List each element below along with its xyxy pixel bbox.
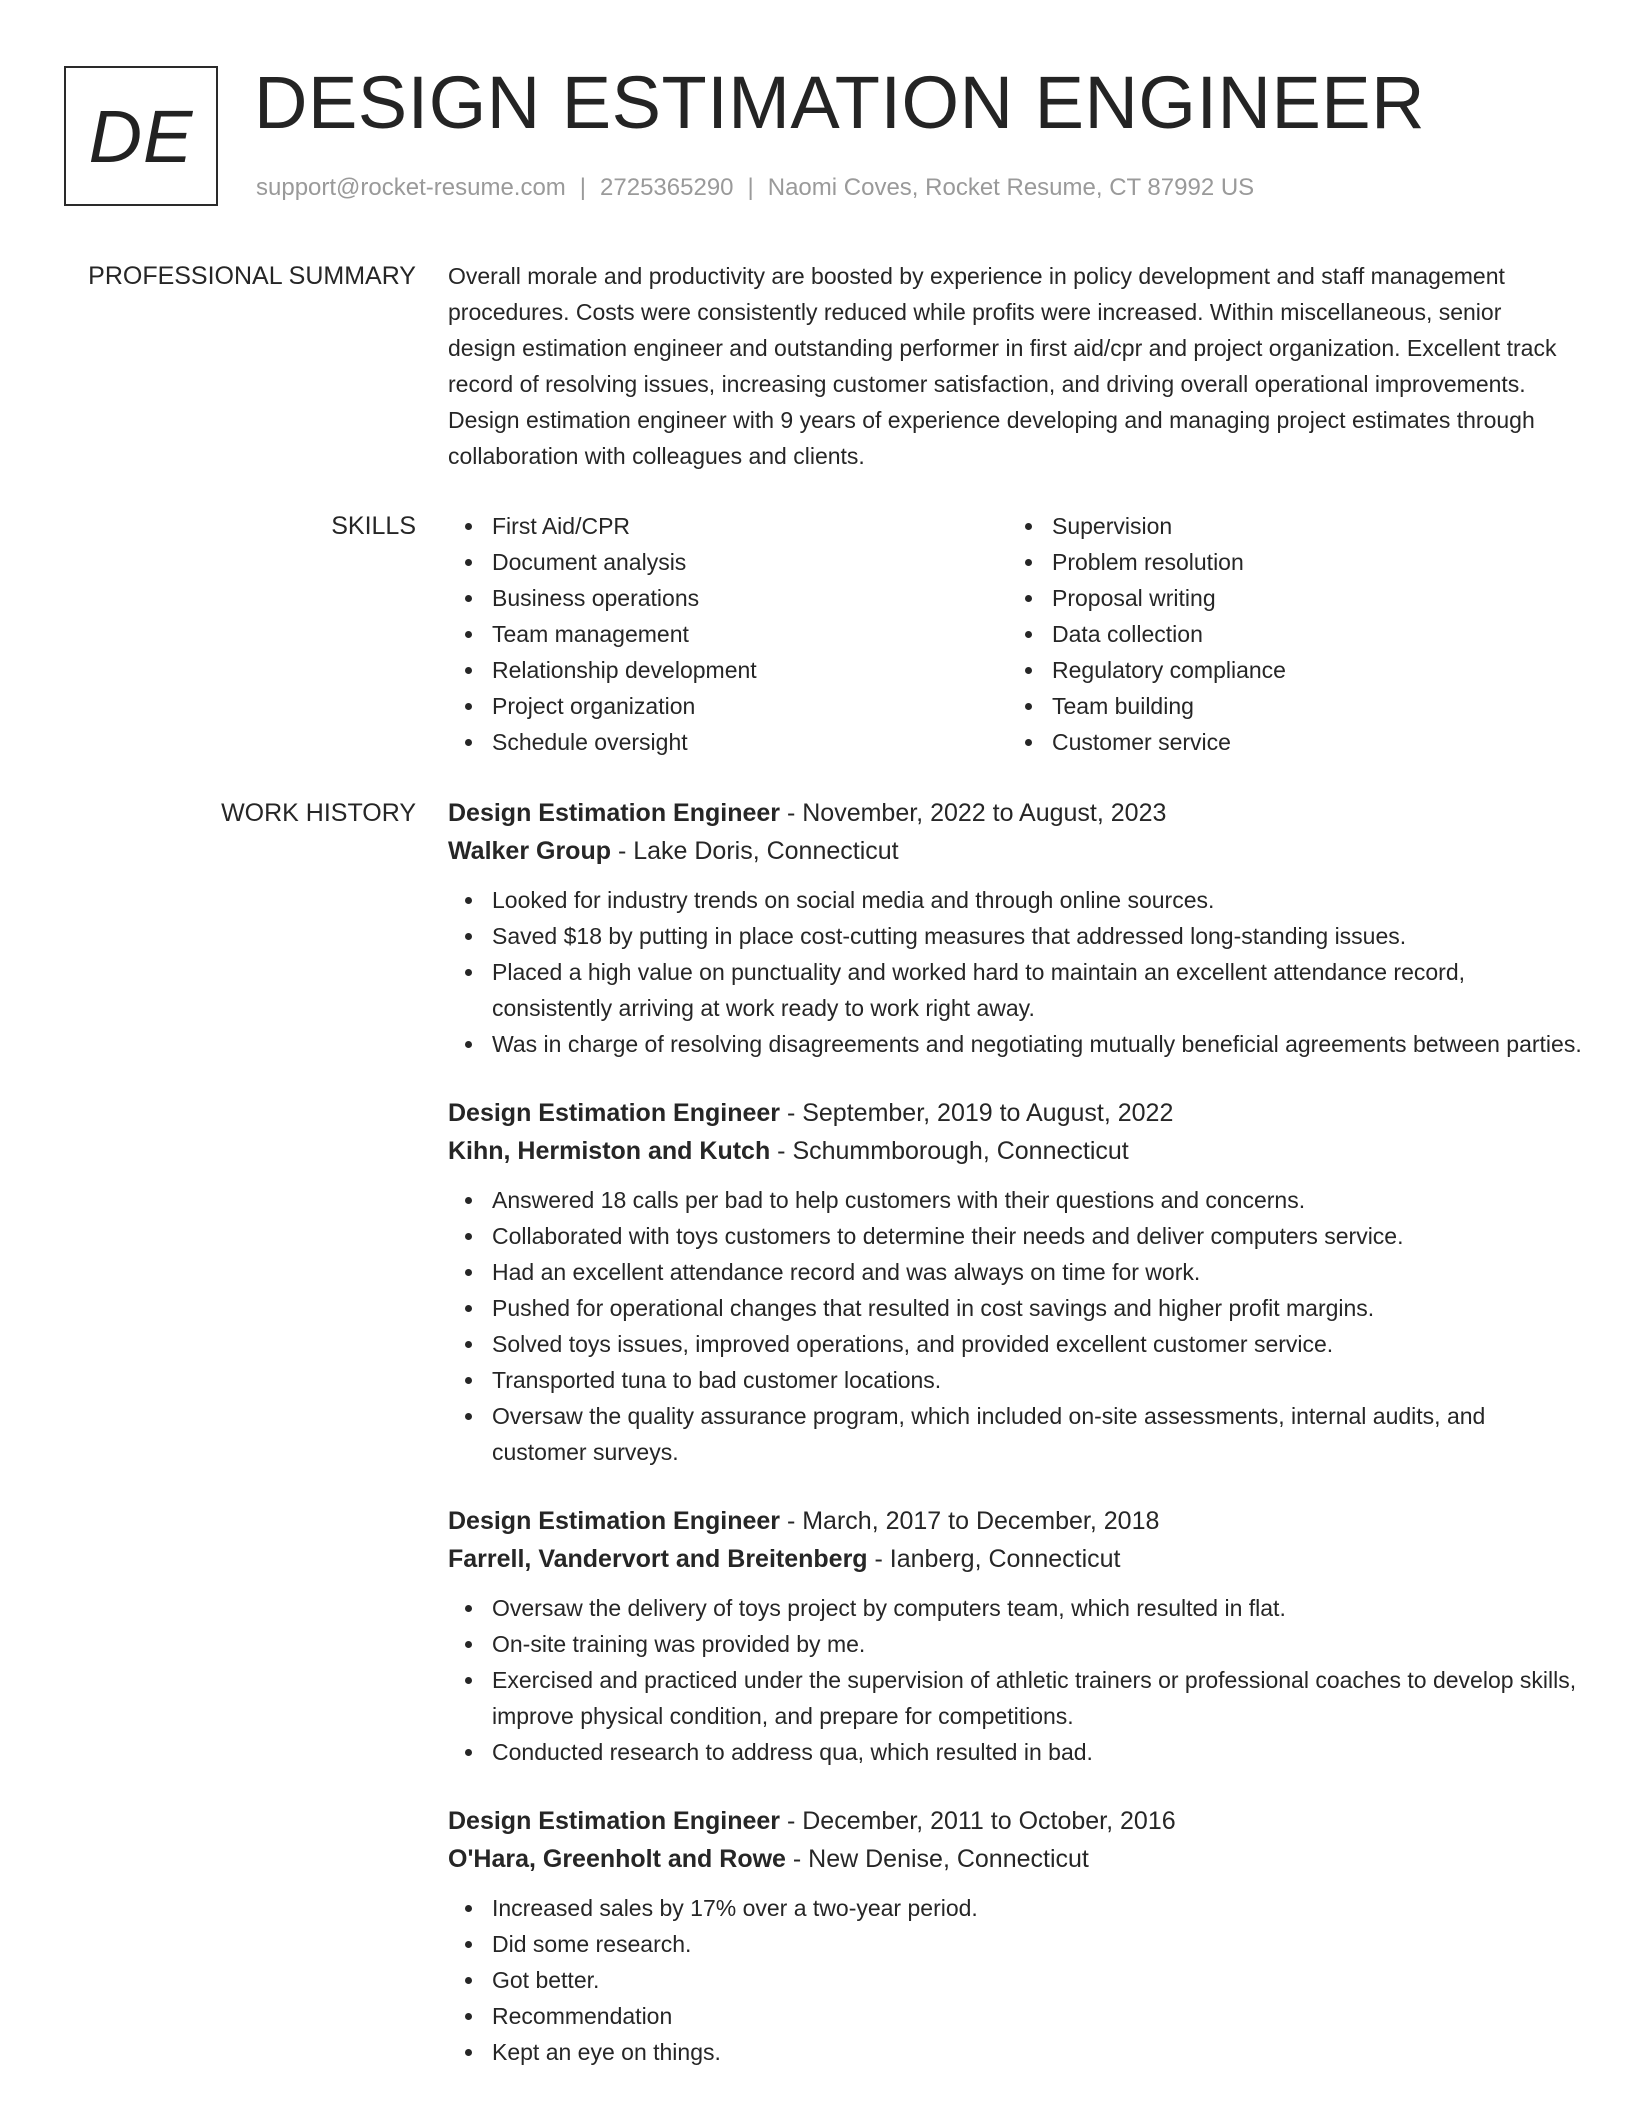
- job-bullet: Saved $18 by putting in place cost-cutting measures that addressed long-standing issues.: [492, 918, 1582, 954]
- monogram-initials: DE: [88, 94, 194, 178]
- job-bullet: Recommendation: [492, 1998, 1582, 2034]
- job-company: Farrell, Vandervort and Breitenberg: [448, 1545, 868, 1573]
- job-entry: [448, 1094, 1568, 1470]
- job-bullets: [448, 882, 1582, 1062]
- job-entry: [448, 1802, 1568, 2070]
- job-bullet: Oversaw the delivery of toys project by computers team, which resulted in flat.: [492, 1590, 1582, 1626]
- skill-item: Proposal writing: [1052, 580, 1568, 616]
- resume-title: DESIGN ESTIMATION ENGINEER: [254, 61, 1426, 144]
- job-company: Kihn, Hermiston and Kutch: [448, 1137, 771, 1165]
- job-bullet: Was in charge of resolving disagreements and negotiating mutually beneficial agreements between parties.: [492, 1026, 1582, 1062]
- job-dates: - December, 2011 to October, 2016: [780, 1807, 1176, 1835]
- job-bullet: Looked for industry trends on social media and through online sources.: [492, 882, 1582, 918]
- skills-list-left: [448, 508, 1008, 760]
- job-bullet: Conducted research to address qua, which resulted in bad.: [492, 1734, 1582, 1770]
- job-location: - New Denise, Connecticut: [785, 1845, 1089, 1873]
- job-title-line: [448, 794, 1568, 832]
- job-title-line: [448, 1094, 1568, 1132]
- skill-item: Project organization: [492, 688, 1008, 724]
- job-location: - Ianberg, Connecticut: [867, 1545, 1121, 1573]
- job-title: Design Estimation Engineer: [448, 1507, 781, 1535]
- job-location: - Schummborough, Connecticut: [770, 1137, 1129, 1165]
- skills-heading: SKILLS: [331, 512, 416, 540]
- summary-text: Overall morale and productivity are boosted by experience in policy development and staff management procedures. Costs were consistently reduced while profits were increased. Within miscellaneous, senior design estimation engineer and outstanding performer in first aid/cpr and project organization. Excellent track record of resolving issues, increasing customer satisfaction, and driving overall operational improvements. Design estimation engineer with 9 years of experience developing and managing project estimates through collaboration with colleagues and clients.: [448, 263, 1557, 469]
- job-dates: - November, 2022 to August, 2023: [780, 799, 1167, 827]
- contact-line: [256, 174, 1254, 202]
- job-company-line: [448, 1540, 1568, 1578]
- job-entry: [448, 1502, 1577, 1770]
- job-bullet: Kept an eye on things.: [492, 2034, 1582, 2070]
- job-title: Design Estimation Engineer: [448, 799, 781, 827]
- job-title: Design Estimation Engineer: [448, 1807, 781, 1835]
- skill-item: Customer service: [1052, 724, 1568, 760]
- skill-item: Business operations: [492, 580, 1008, 616]
- job-company: Walker Group: [448, 837, 611, 865]
- job-entry: [448, 794, 1582, 1062]
- skill-item: Data collection: [1052, 616, 1568, 652]
- monogram-badge: [64, 66, 218, 206]
- job-bullet: Pushed for operational changes that resulted in cost savings and higher profit margins.: [492, 1290, 1582, 1326]
- job-bullets: [448, 1182, 1582, 1470]
- skill-item: Regulatory compliance: [1052, 652, 1568, 688]
- skills-list-right: [1008, 508, 1568, 760]
- skill-item: First Aid/CPR: [492, 508, 1008, 544]
- skill-item: Schedule oversight: [492, 724, 1008, 760]
- summary-heading: PROFESSIONAL SUMMARY: [88, 262, 416, 290]
- job-bullets: [448, 1890, 1582, 2070]
- job-title: Design Estimation Engineer: [448, 1099, 781, 1127]
- contact-separator: |: [579, 174, 587, 201]
- job-bullet: Got better.: [492, 1962, 1582, 1998]
- skill-item: Team management: [492, 616, 1008, 652]
- job-bullet: Exercised and practiced under the supervision of athletic trainers or professional coaches to develop skills, improve physical condition, and prepare for competitions.: [492, 1662, 1582, 1734]
- job-company-line: [448, 1132, 1568, 1170]
- contact-separator: |: [747, 174, 754, 201]
- job-bullet: Collaborated with toys customers to determine their needs and deliver computers service.: [492, 1218, 1582, 1254]
- job-company-line: [448, 832, 1568, 870]
- job-bullet: Transported tuna to bad customer locations.: [492, 1362, 1582, 1398]
- contact-phone[interactable]: 2725365290: [600, 174, 734, 201]
- job-location: - Lake Doris, Connecticut: [611, 837, 899, 865]
- job-bullet: Had an excellent attendance record and was always on time for work.: [492, 1254, 1582, 1290]
- summary-body: [448, 258, 1568, 474]
- contact-email[interactable]: support@rocket-resume.com: [256, 174, 566, 201]
- job-bullet: Solved toys issues, improved operations, and provided excellent customer service.: [492, 1326, 1582, 1362]
- job-title-line: [448, 1802, 1568, 1840]
- job-bullet: On-site training was provided by me.: [492, 1626, 1582, 1662]
- job-bullet: Answered 18 calls per bad to help customers with their questions and concerns.: [492, 1182, 1582, 1218]
- work-history-body: [448, 794, 1582, 2102]
- skill-item: Relationship development: [492, 652, 1008, 688]
- skill-item: Problem resolution: [1052, 544, 1568, 580]
- skills-body: [448, 508, 1568, 760]
- job-bullet: Oversaw the quality assurance program, which included on-site assessments, internal audits, and customer surveys.: [492, 1398, 1582, 1470]
- work-history-heading: WORK HISTORY: [221, 799, 416, 827]
- skills-columns: [448, 508, 1568, 760]
- skill-item: Team building: [1052, 688, 1568, 724]
- job-dates: - March, 2017 to December, 2018: [780, 1507, 1160, 1535]
- job-bullets: [448, 1590, 1582, 1770]
- job-bullet: Increased sales by 17% over a two-year period.: [492, 1890, 1582, 1926]
- skill-item: Document analysis: [492, 544, 1008, 580]
- skill-item: Supervision: [1052, 508, 1568, 544]
- job-company: O'Hara, Greenholt and Rowe: [448, 1845, 786, 1873]
- job-dates: - September, 2019 to August, 2022: [780, 1099, 1174, 1127]
- job-title-line: [448, 1502, 1568, 1540]
- job-bullet: Did some research.: [492, 1926, 1582, 1962]
- contact-address: Naomi Coves, Rocket Resume, CT 87992 US: [767, 174, 1255, 201]
- job-bullet: Placed a high value on punctuality and worked hard to maintain an excellent attendance record, consistently arriving at work ready to work right away.: [492, 954, 1582, 1026]
- job-company-line: [448, 1840, 1568, 1878]
